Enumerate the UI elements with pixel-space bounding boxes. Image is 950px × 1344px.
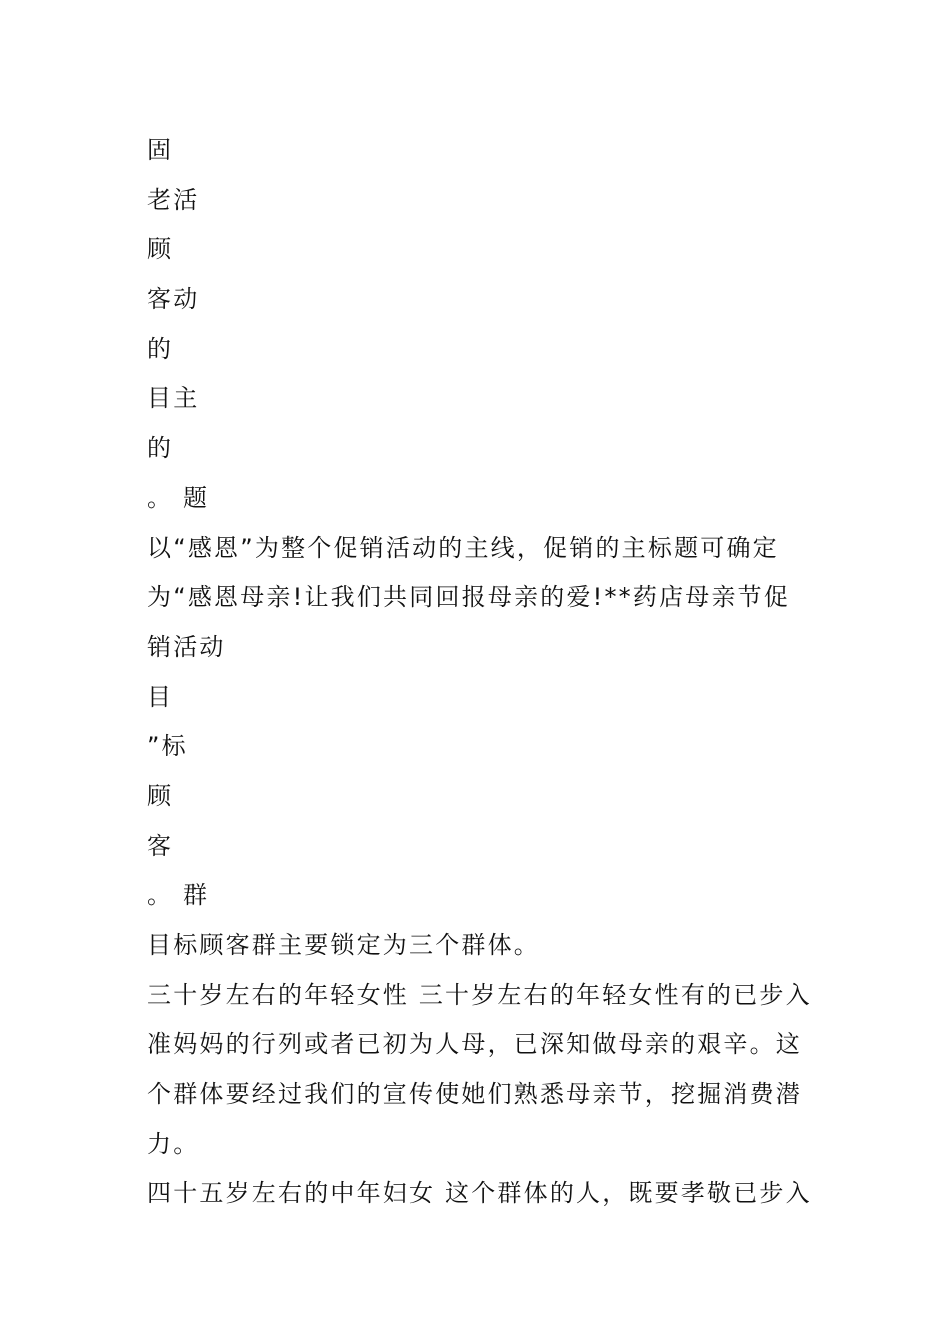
text-line: 的: [147, 434, 174, 463]
text-line: 老活: [147, 185, 200, 214]
text-line: 客动: [147, 285, 200, 314]
text-line: 的: [147, 334, 174, 363]
text-line: 销活动: [147, 632, 226, 661]
text-line: 为“感恩母亲!让我们共同回报母亲的爱!**药店母亲节促: [147, 583, 791, 612]
text-line: 目标顾客群主要锁定为三个群体。: [147, 931, 540, 959]
text-line: 三十岁左右的年轻女性 三十岁左右的年轻女性有的已步入: [147, 980, 812, 1009]
text-line: 以“感恩”为整个促销活动的主线，促销的主标题可确定: [147, 533, 779, 562]
text-line: 顾: [147, 781, 174, 810]
text-line: 目主: [147, 384, 200, 413]
text-line: 四十五岁左右的中年妇女 这个群体的人，既要孝敬已步入: [147, 1179, 812, 1208]
text-line: 力。: [147, 1129, 200, 1158]
text-line: 。 群: [147, 881, 210, 910]
document-body: [147, 126, 817, 1219]
text-line: 固: [147, 136, 174, 164]
text-line: 客: [147, 831, 174, 860]
text-line: 目: [147, 682, 174, 711]
text-line: 。 题: [147, 483, 210, 512]
text-line: ”标: [147, 732, 188, 761]
text-line: 个群体要经过我们的宣传使她们熟悉母亲节，挖掘消费潜: [147, 1080, 802, 1109]
text-line: 顾: [147, 235, 174, 264]
text-line: 准妈妈的行列或者已初为人母，已深知做母亲的艰辛。这: [147, 1030, 802, 1059]
